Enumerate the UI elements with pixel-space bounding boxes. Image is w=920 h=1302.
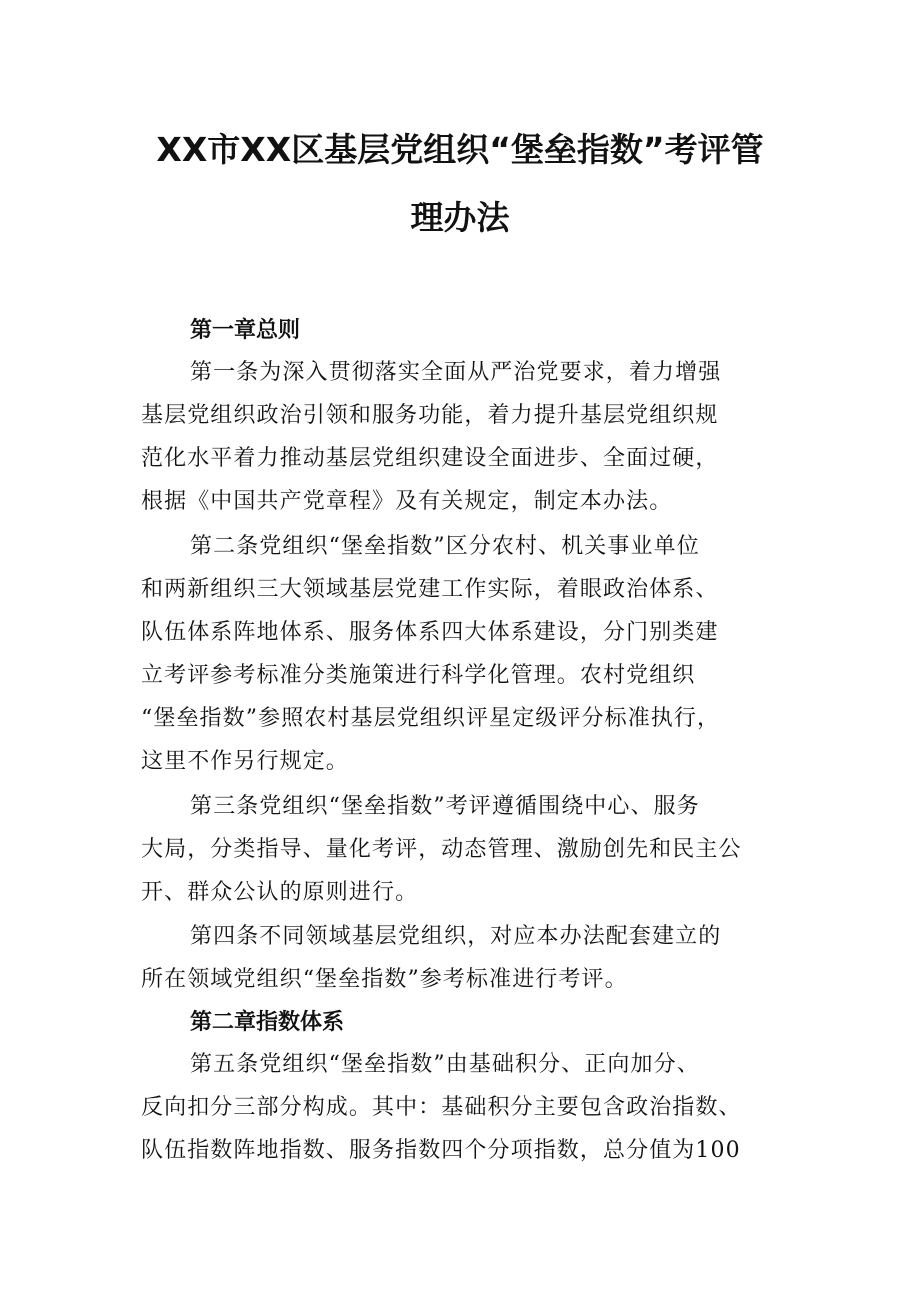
article-5-line-3: 队伍指数阵地指数、服务指数四个分项指数，总分值为100 <box>141 1138 741 1163</box>
article-1-line-4: 根据《中国共产党章程》及有关规定，制定本办法。 <box>141 489 673 514</box>
article-1-line-1: 第一条为深入贯彻落实全面从严治党要求，着力增强 <box>190 360 722 385</box>
article-3-line-1: 第三条党组织“堡垒指数”考评遵循围绕中心、服务 <box>190 794 700 819</box>
article-3-line-2: 大局，分类指导、量化考评，动态管理、激励创先和民主公 <box>141 837 742 862</box>
article-2-line-1: 第二条党组织“堡垒指数”区分农村、机关事业单位 <box>190 534 700 559</box>
document-title-line-2: 理办法 <box>410 198 510 237</box>
article-1-line-3: 范化水平着力推动基层党组织建设全面进步、全面过硬， <box>141 446 719 471</box>
article-3-line-3: 开、群众公认的原则进行。 <box>141 880 419 905</box>
article-1-line-2: 基层党组织政治引领和服务功能，着力提升基层党组织规 <box>141 403 719 428</box>
article-4-line-1: 第四条不同领域基层党组织，对应本办法配套建立的 <box>190 924 722 949</box>
article-2-line-4: 立考评参考标准分类施策进行科学化管理。农村党组织 <box>141 663 696 688</box>
article-2-line-3: 队伍体系阵地体系、服务体系四大体系建设，分门别类建 <box>141 620 719 645</box>
article-2-line-2: 和两新组织三大领域基层党建工作实际，着眼政治体系、 <box>141 577 719 602</box>
chapter-1-heading: 第一章总则 <box>190 318 301 343</box>
chapter-2-heading: 第二章指数体系 <box>190 1010 345 1035</box>
article-2-line-5: “堡垒指数”参照农村基层党组织评星定级评分标准执行， <box>141 706 721 731</box>
article-5-line-1: 第五条党组织“堡垒指数”由基础积分、正向加分、 <box>190 1052 700 1077</box>
article-4-line-2: 所在领域党组织“堡垒指数”参考标准进行考评。 <box>141 967 628 992</box>
article-5-line-2: 反向扣分三部分构成。其中：基础积分主要包含政治指数、 <box>141 1095 742 1120</box>
document-title-line-1: XX市XX区基层党组织“堡垒指数”考评管 <box>156 130 764 169</box>
article-2-line-6: 这里不作另行规定。 <box>141 749 349 774</box>
